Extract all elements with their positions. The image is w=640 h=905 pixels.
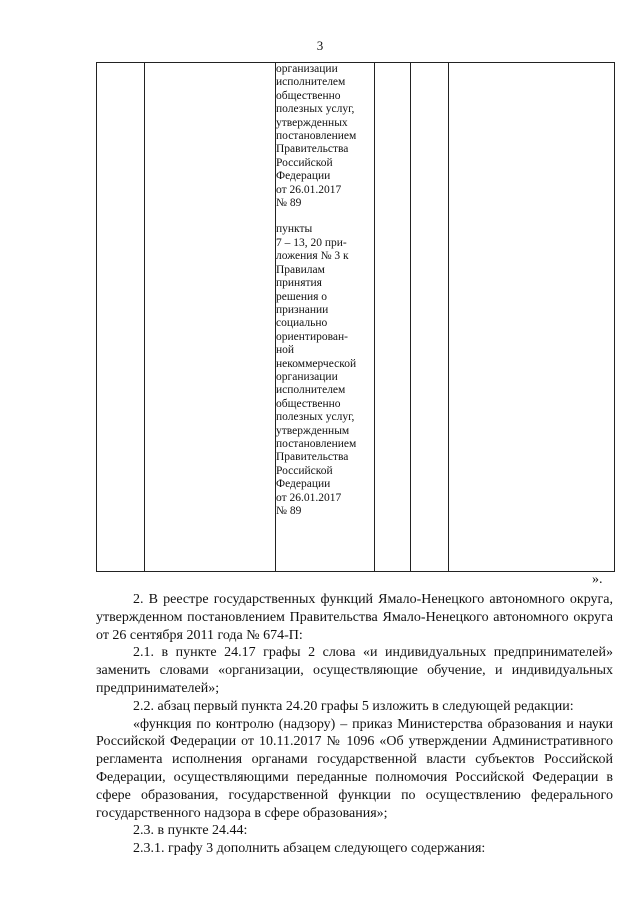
paragraph-2-1: 2.1. в пункте 24.17 графы 2 слова «и индивидуальных предпринимателей» заменить словами «организации, осуществляющие обучение, и индивидуальных предпринимателей»; [96,645,613,696]
cell-line: Российской [276,156,333,169]
cell-line: Правительства [276,451,349,464]
page-number: 3 [316,38,324,53]
cell-line: № 89 [276,197,302,210]
table-cell-4 [375,63,411,572]
cell-line: исполнителем [276,384,346,397]
cell-line: 7 – 13, 20 при- [276,236,347,249]
paragraph-registry: 2. В реестре государственных функций Ямало-Ненецкого автономного округа, утвержденном постановлением Правительства Ямало-Ненецкого автономного округа от 26 сентября 2011 года № 674-П: [96,592,613,643]
cell-line: ложения № 3 к [276,250,349,263]
cell-line: Федерации [276,170,331,183]
table-cell-6 [449,63,615,572]
cell-line: признании [276,303,329,316]
paragraph-2-3-1: 2.3.1. графу 3 дополнить абзацем следующего содержания: [133,841,486,857]
cell-line: организации [276,63,338,75]
paragraph-2-2: 2.2. абзац первый пункта 24.20 графы 5 изложить в следующей редакции: [133,698,574,714]
table-cell-2 [145,63,276,572]
paragraph-control-function: «функция по контролю (надзору) – приказ Министерства образования и науки Российской Федерации от 10.11.2017 № 1096 «Об утверждении Административного регламента исполнения органами государственной власти субъектов Российской Федерации, осуществляющими переданные полномочия Российской Федерации в сфере образования, государственной функции по осуществлению федерального государственного надзора в сфере образования»; [96,716,613,821]
cell-line: пункты [276,223,313,236]
cell-line: ной [276,344,295,357]
cell-line: постановлением [276,130,357,143]
cell-line: решения о [276,290,328,303]
cell-line: постановлением [276,437,357,450]
table-cell-5 [411,63,449,572]
cell-line: Правительства [276,143,349,156]
cell-line: № 89 [276,505,302,517]
cell-line: полезных услуг, [276,411,355,424]
cell-line: утвержденным [276,424,350,437]
cell-paragraph-1 [276,63,374,210]
cell-line: исполнителем [276,76,346,89]
cell-line: Федерации [276,478,331,491]
cell-line: ориентирован- [276,330,348,343]
cell-line: общественно [276,397,341,410]
cell-line: полезных услуг, [276,103,355,116]
cell-line: утвержденных [276,116,348,129]
paragraph-2-3: 2.3. в пункте 24.44: [133,823,248,839]
table-cell-1 [97,63,145,572]
cell-line: от 26.01.2017 [276,183,342,196]
cell-line: общественно [276,89,341,102]
continuation-table [96,62,615,572]
closing-quote-mark: ». [592,572,603,587]
cell-line: организации [276,370,338,383]
table-cell-legal-basis [276,63,375,572]
cell-line: Правилам [276,263,325,276]
cell-line: от 26.01.2017 [276,491,342,504]
amendment-text [96,591,613,858]
cell-line: некоммерческой [276,357,357,370]
cell-line: социально [276,317,328,330]
cell-line: принятия [276,277,322,290]
cell-line: Российской [276,464,333,477]
cell-paragraph-2 [276,223,374,518]
